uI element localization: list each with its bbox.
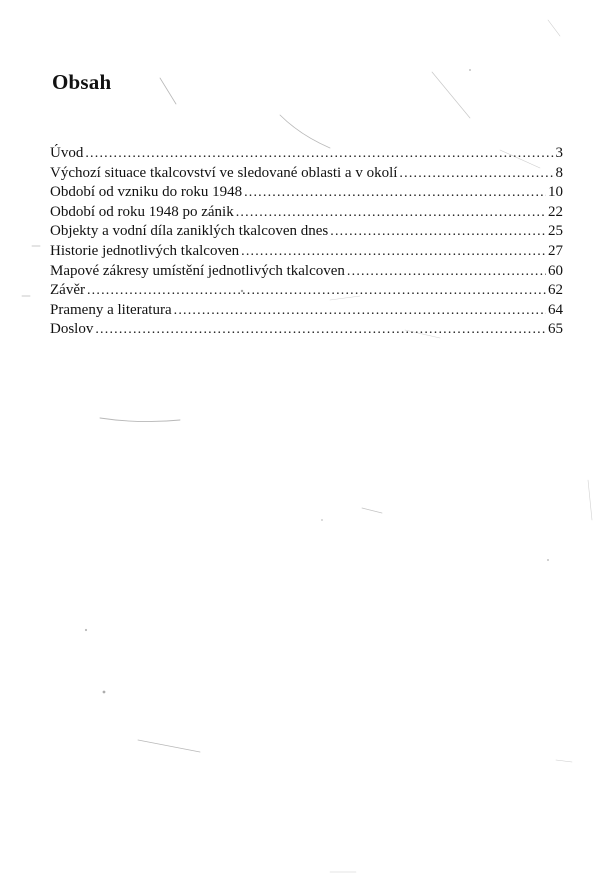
toc-page-number: 60 xyxy=(548,262,563,279)
toc-dot-leader xyxy=(174,301,546,321)
toc-page-number: 65 xyxy=(548,321,563,338)
scan-speck xyxy=(321,519,323,521)
page-title: Obsah xyxy=(52,70,112,94)
toc-dot-leader xyxy=(236,203,546,223)
toc-dot-leader xyxy=(95,320,546,340)
toc-entry-vychozi-situace xyxy=(50,164,563,184)
toc-entry-uvod xyxy=(50,144,563,164)
toc-entry-title: Výchozí situace tkalcovství ve sledované oblasti a v okolí xyxy=(50,164,398,181)
toc-entry-objekty xyxy=(50,222,563,242)
scan-streak xyxy=(160,78,176,104)
toc-entry-title: Historie jednotlivých tkalcoven xyxy=(50,242,240,259)
toc-entry-title: Doslov xyxy=(50,321,94,338)
toc-entry-doslov xyxy=(50,320,563,340)
toc-dot-leader xyxy=(241,242,546,262)
scan-streak xyxy=(548,20,560,36)
toc-page-number: 25 xyxy=(548,223,563,240)
scan-streak xyxy=(362,508,382,513)
toc-dot-leader xyxy=(399,164,553,184)
toc-entry-zaver xyxy=(50,281,563,301)
toc-entry-title: Úvod xyxy=(50,145,84,161)
toc-dot-leader xyxy=(244,183,546,203)
scan-streak xyxy=(138,740,200,752)
scan-streak xyxy=(588,480,592,520)
scan-speck xyxy=(547,559,549,561)
toc-entry-title: Období od roku 1948 po zánik xyxy=(50,203,234,220)
toc-page-number: 62 xyxy=(548,282,563,299)
toc-entry-obdobi-do-1948 xyxy=(50,183,563,203)
toc-dot-leader xyxy=(347,262,546,282)
toc-entry-title: Období od vzniku do roku 1948 xyxy=(50,184,243,201)
toc-page-number: 27 xyxy=(548,242,563,259)
toc-entry-title: Objekty a vodní díla zaniklých tkalcoven dnes xyxy=(50,223,329,240)
toc-dot-leader xyxy=(85,144,553,164)
scan-speck xyxy=(469,69,471,71)
toc-page-number: 22 xyxy=(548,203,563,220)
scan-speck xyxy=(103,691,106,694)
scan-speck xyxy=(85,629,87,631)
scan-streak xyxy=(100,418,180,422)
toc-entry-title: Mapové zákresy umístění jednotlivých tkalcoven xyxy=(50,262,345,279)
toc-entry-historie xyxy=(50,242,563,262)
toc-entry-title: Závěr xyxy=(50,282,85,299)
toc-page-number: 3 xyxy=(555,145,563,161)
toc-page-number: 64 xyxy=(548,301,563,318)
toc-entry-obdobi-po-1948 xyxy=(50,203,563,223)
toc-entry-mapove-zakresy xyxy=(50,262,563,282)
toc-page-number: 8 xyxy=(555,164,563,181)
toc-dot-leader xyxy=(87,281,546,301)
toc-dot-leader xyxy=(330,222,546,242)
table-of-contents xyxy=(50,144,563,340)
toc-page-number: 10 xyxy=(548,184,563,201)
toc-entry-title: Prameny a literatura xyxy=(50,301,172,318)
scan-streak xyxy=(432,72,470,118)
toc-entry-prameny xyxy=(50,301,563,321)
scan-streak xyxy=(556,760,572,762)
